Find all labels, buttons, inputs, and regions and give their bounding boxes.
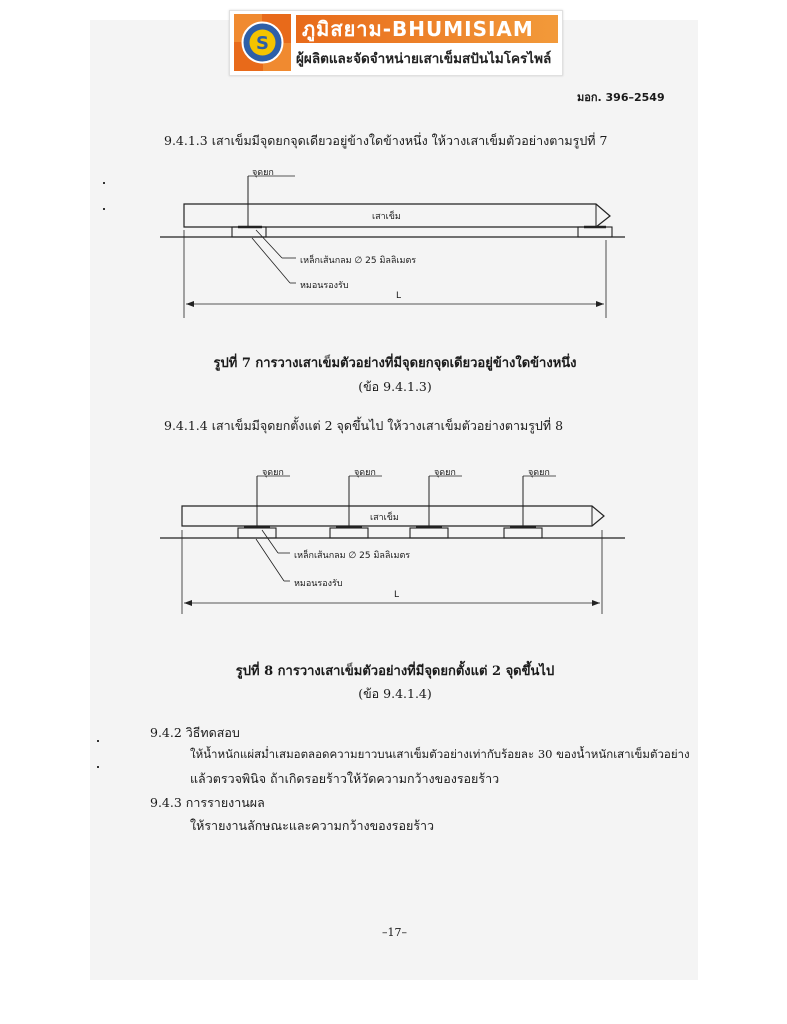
margin-mark <box>97 766 99 768</box>
fig8-lift-point-label-1: จุดยก <box>262 468 284 478</box>
margin-mark <box>97 740 99 742</box>
figure8-caption: รูปที่ 8 การวางเสาเข็มตัวอย่างที่มีจุดยกตั้งแต่ 2 จุดขึ้นไป <box>235 664 555 679</box>
bhumisiam-emblem-icon <box>234 14 291 71</box>
fig8-lift-point-label-4: จุดยก <box>528 468 550 478</box>
section-942-line1: ให้น้ำหนักแผ่สม่ำเสมอตลอดความยาวบนเสาเข็มตัวอย่างเท่ากับร้อยละ 30 ของน้ำหนักเสาเข็มตัวอย่าง <box>190 747 690 761</box>
figure7-caption: รูปที่ 7 การวางเสาเข็มตัวอย่างที่มีจุดยกจุดเดียวอยู่ข้างใดข้างหนึ่ง <box>213 356 577 371</box>
fig8-rod-label: เหล็กเส้นกลม ∅ 25 มิลลิเมตร <box>294 551 411 561</box>
fig8-lift-point-label-2: จุดยก <box>354 468 376 478</box>
section-943-heading: 9.4.3 การรายงานผล <box>150 795 265 810</box>
fig7-support-label: หมอนรองรับ <box>300 281 349 291</box>
figure8-ref: (ข้อ 9.4.1.4) <box>358 686 432 701</box>
section-9414-text: 9.4.1.4 เสาเข็มมีจุดยกตั้งแต่ 2 จุดขึ้นไป ให้วางเสาเข็มตัวอย่างตามรูปที่ 8 <box>164 418 564 433</box>
logo-banner <box>229 10 563 76</box>
fig7-length-label: L <box>396 291 402 301</box>
svg-text:S: S <box>256 33 269 54</box>
fig8-lift-point-label-3: จุดยก <box>434 468 456 478</box>
margin-mark <box>103 208 105 210</box>
document-page <box>90 20 698 980</box>
fig8-pile-label: เสาเข็ม <box>370 513 399 523</box>
section-942-heading: 9.4.2 วิธีทดสอบ <box>150 725 240 740</box>
margin-mark <box>103 182 105 184</box>
page-number: –17– <box>382 926 407 939</box>
fig8-length-label: L <box>394 590 400 600</box>
fig7-rod-label: เหล็กเส้นกลม ∅ 25 มิลลิเมตร <box>300 256 417 266</box>
fig7-lift-point-label: จุดยก <box>252 168 274 178</box>
logo-title: ภูมิสยาม-BHUMISIAM <box>296 15 558 43</box>
section-942-line2: แล้วตรวจพินิจ ถ้าเกิดรอยร้าวให้วัดความกว้างของรอยร้าว <box>190 771 500 786</box>
figure7-ref: (ข้อ 9.4.1.3) <box>358 379 432 394</box>
section-943-line1: ให้รายงานลักษณะและความกว้างของรอยร้าว <box>190 818 435 833</box>
fig7-pile-label: เสาเข็ม <box>372 212 401 222</box>
logo-subtitle: ผู้ผลิตและจัดจำหน่ายเสาเข็มสปันไมโครไพล์ <box>296 51 552 67</box>
fig8-support-label: หมอนรองรับ <box>294 579 343 589</box>
section-9413-text: 9.4.1.3 เสาเข็มมีจุดยกจุดเดียวอยู่ข้างใดข้างหนึ่ง ให้วางเสาเข็มตัวอย่างตามรูปที่ 7 <box>164 133 608 148</box>
standard-code: มอก. 396–2549 <box>577 91 665 104</box>
